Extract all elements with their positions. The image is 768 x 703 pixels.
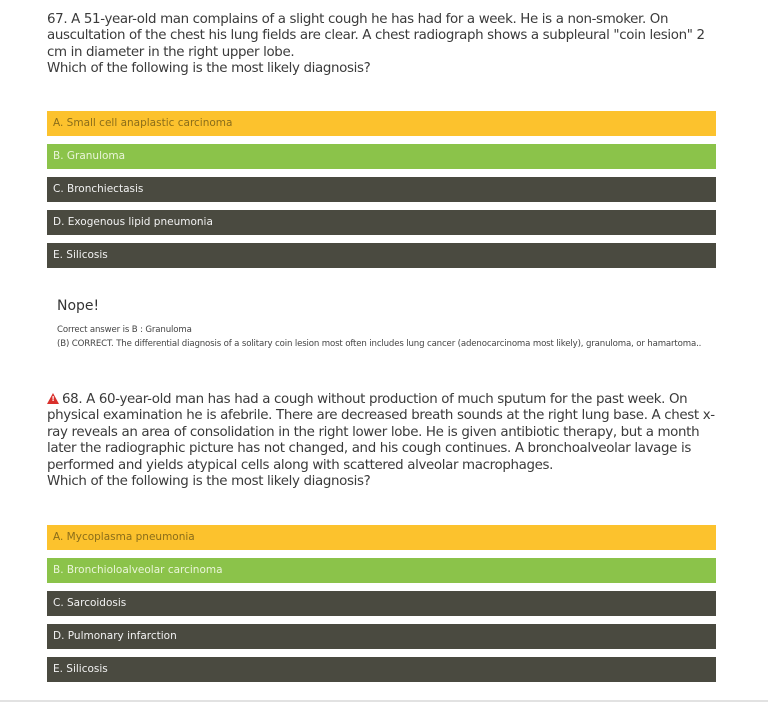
option-c[interactable]: C. Sarcoidosis	[47, 591, 716, 616]
question-prompt: Which of the following is the most likely diagnosis?	[47, 474, 371, 490]
question-text: 67. A 51-year-old man complains of a slight cough he has had for a week. He is a non-smoker. On auscultation of the chest his lung fields are clear. A chest radiograph shows a subpleural "coin lesion" 2 cm in diameter in the right upper lobe.	[47, 12, 705, 60]
option-e[interactable]: E. Silicosis	[47, 657, 716, 682]
option-b[interactable]: B. Granuloma	[47, 144, 716, 169]
correct-answer: Correct answer is B : Granuloma	[57, 325, 192, 335]
option-a[interactable]: A. Mycoplasma pneumonia	[47, 525, 716, 550]
question-text: 68. A 60-year-old man has had a cough without production of much sputum for the past week. On physical examination he is afebrile. There are decreased breath sounds at the right lung base. A chest x-ray reveals an area of consolidation in the right lower lobe. He is given antibiotic therapy, but a month later the radiographic picture has not changed, and his cough continues. A bronchoalveolar lavage is performed and yields atypical cells along with scattered alveolar macrophages.	[47, 392, 715, 473]
option-c[interactable]: C. Bronchiectasis	[47, 177, 716, 202]
question-68	[47, 392, 727, 490]
answer-options-68	[47, 525, 716, 690]
option-d[interactable]: D. Exogenous lipid pneumonia	[47, 210, 716, 235]
option-e[interactable]: E. Silicosis	[47, 243, 716, 268]
feedback-title: Nope!	[57, 298, 100, 314]
answer-options-67	[47, 111, 716, 276]
question-text-wrap	[47, 392, 727, 474]
bottom-divider	[0, 700, 768, 702]
question-prompt: Which of the following is the most likely diagnosis?	[47, 61, 371, 77]
option-a[interactable]: A. Small cell anaplastic carcinoma	[47, 111, 716, 136]
question-67	[47, 12, 727, 78]
option-b[interactable]: B. Bronchioloalveolar carcinoma	[47, 558, 716, 583]
option-d[interactable]: D. Pulmonary infarction	[47, 624, 716, 649]
answer-explanation: (B) CORRECT. The differential diagnosis of a solitary coin lesion most often includes lung cancer (adenocarcinoma most likely), granuloma, or hamartoma..	[57, 338, 702, 349]
feedback-panel	[57, 297, 717, 351]
warning-icon	[47, 393, 59, 404]
